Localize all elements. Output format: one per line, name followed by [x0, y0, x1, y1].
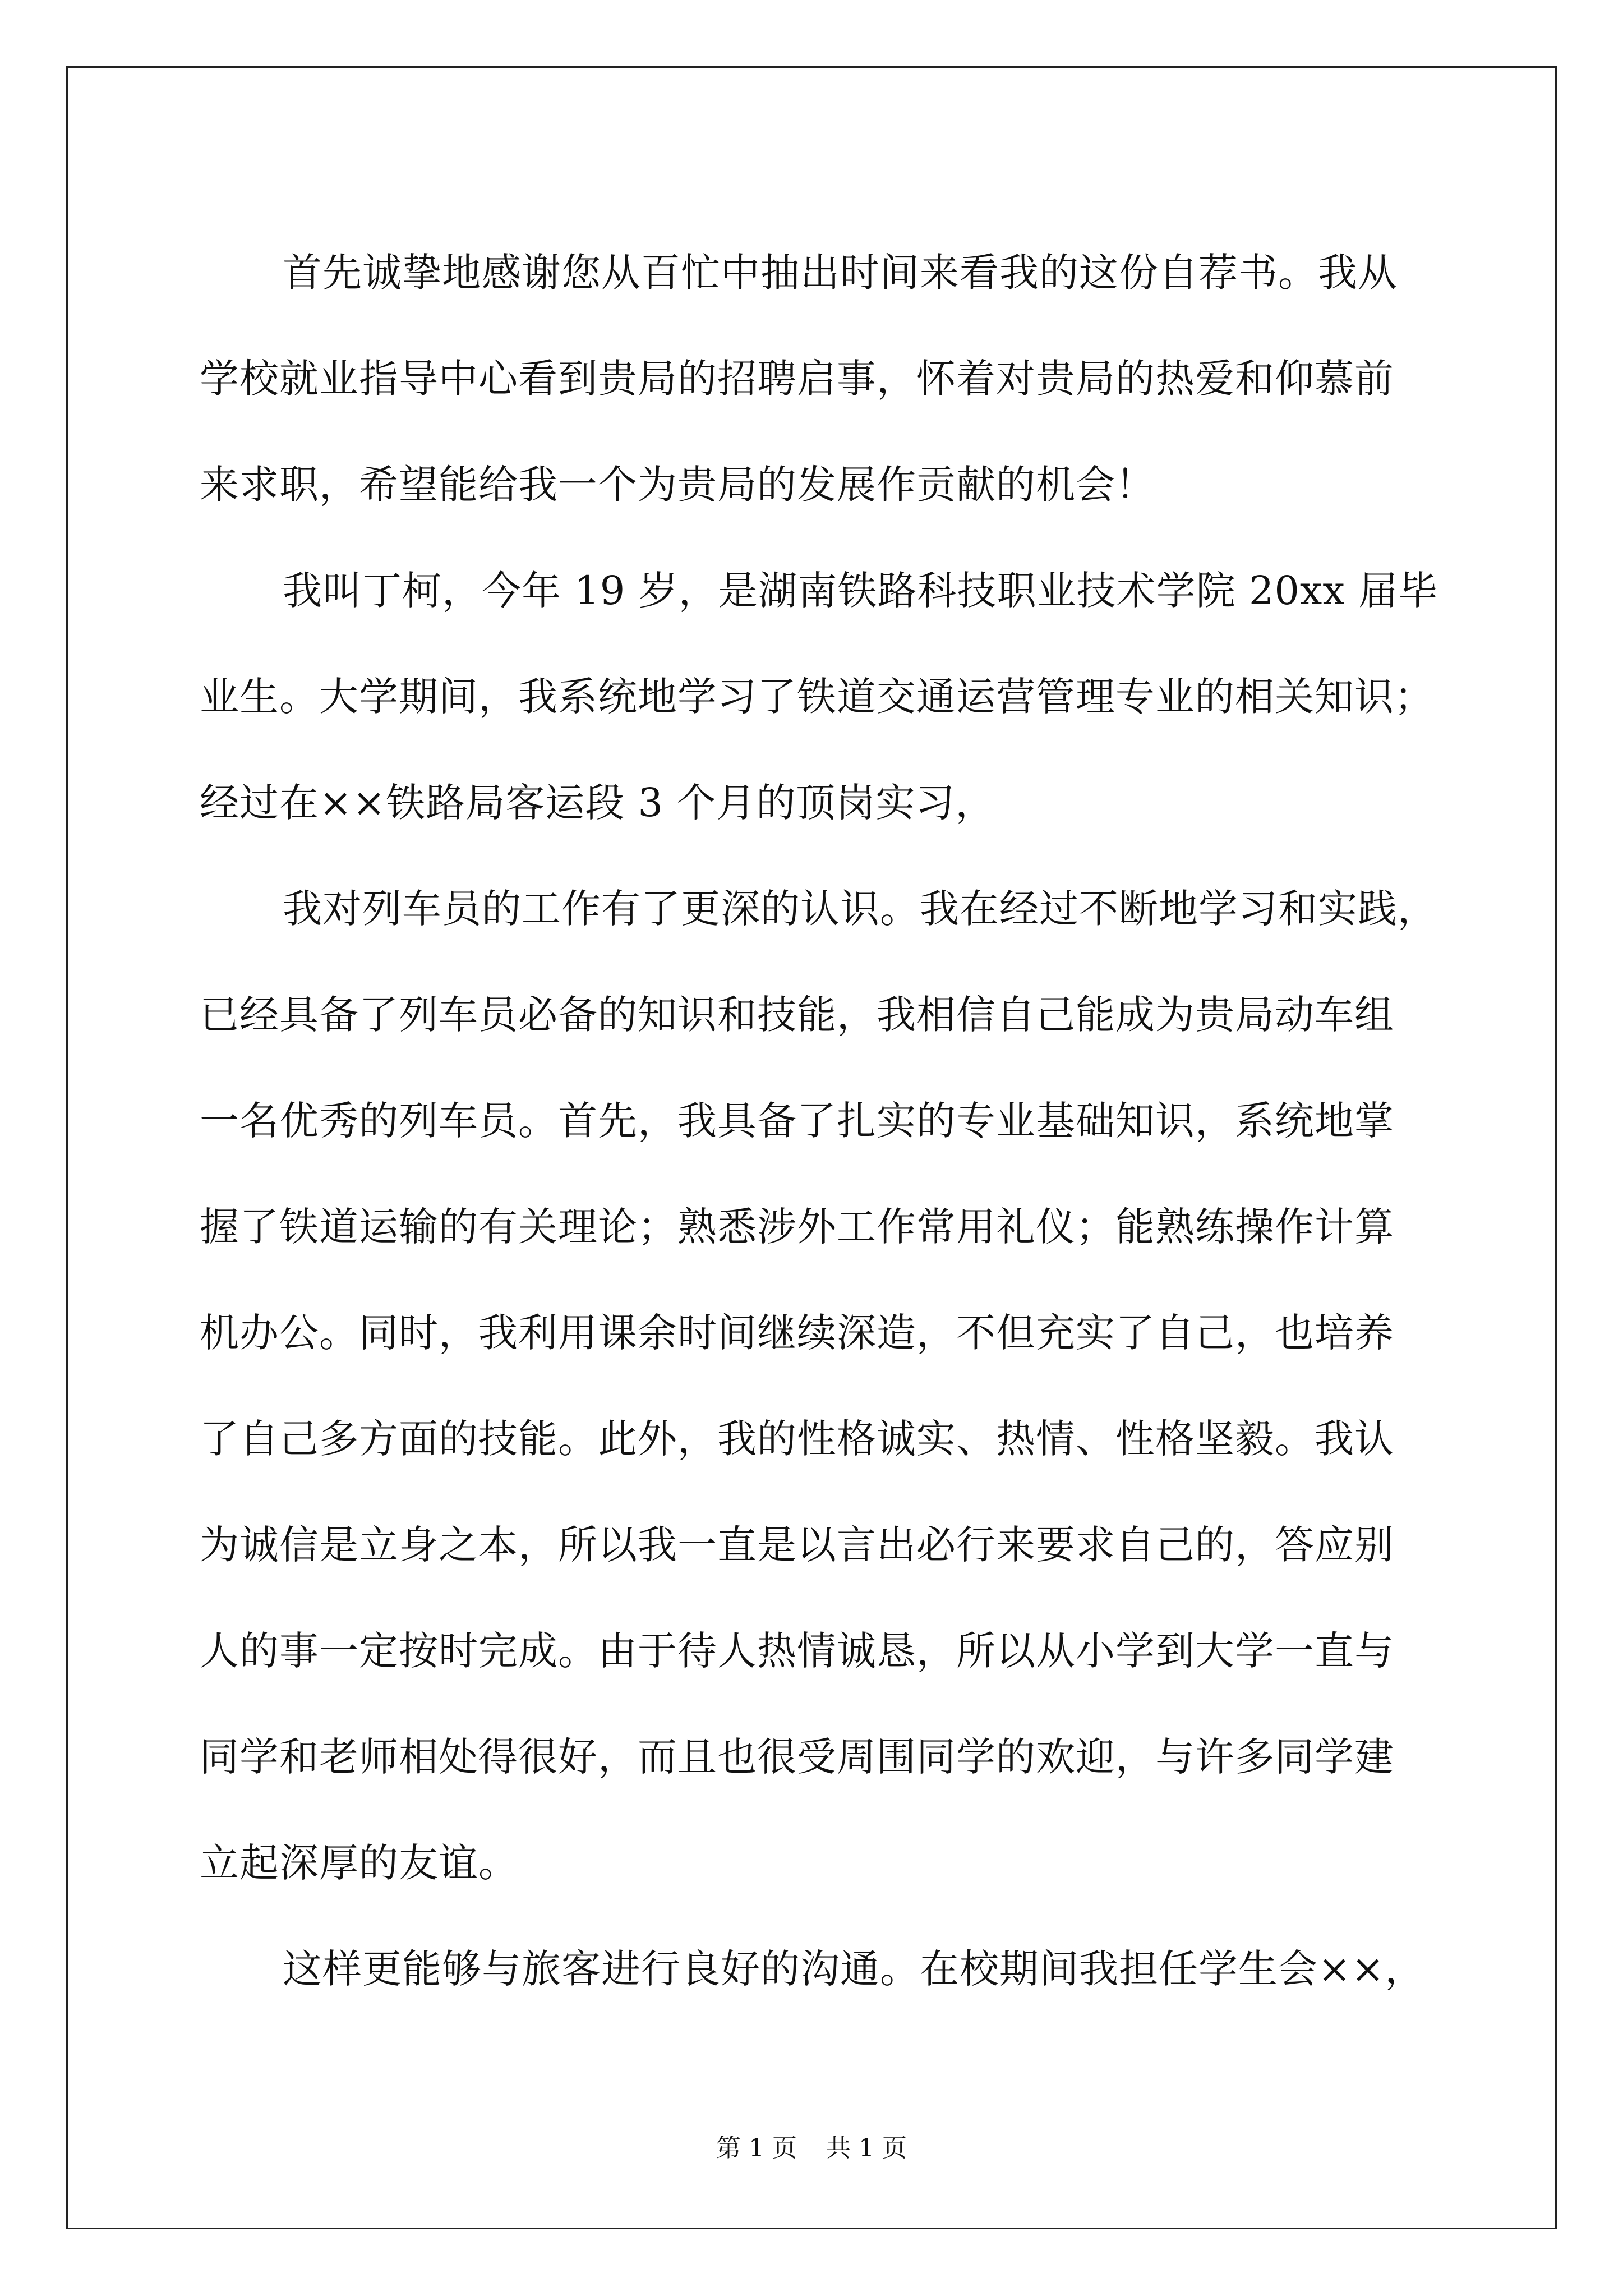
text-line: 已经具备了列车员必备的知识和技能，我相信自己能成为贵局动车组	[200, 992, 1394, 1038]
text-line: 首先诚挚地感谢您从百忙中抽出时间来看我的这份自荐书。我从	[283, 250, 1398, 296]
paragraph-3	[200, 856, 1437, 1916]
page-footer	[0, 2132, 1623, 2165]
text-line: 我对列车员的工作有了更深的认识。我在经过不断地学习和实践，	[283, 886, 1437, 932]
text-line: 人的事一定按时完成。由于待人热情诚恳，所以从小学到大学一直与	[200, 1628, 1394, 1674]
text-line: 机办公。同时，我利用课余时间继续深造，不但充实了自己，也培养	[200, 1310, 1394, 1356]
text-line: 一名优秀的列车员。首先，我具备了扎实的专业基础知识，系统地掌	[200, 1098, 1394, 1144]
text-line: 我叫丁柯，今年 19 岁，是湖南铁路科技职业技术学院 20xx 届毕	[283, 568, 1438, 614]
paragraph-2	[200, 538, 1438, 856]
page-number: 第 1 页	[716, 2134, 797, 2162]
text-line: 学校就业指导中心看到贵局的招聘启事，怀着对贵局的热爱和仰慕前	[200, 356, 1394, 402]
text-line: 为诚信是立身之本，所以我一直是以言出必行来要求自己的，答应别	[200, 1522, 1394, 1568]
text-line: 立起深厚的友谊。	[200, 1840, 518, 1886]
text-line: 业生。大学期间，我系统地学习了铁道交通运营管理专业的相关知识；	[200, 674, 1434, 720]
page-total: 共 1 页	[826, 2134, 907, 2162]
text-line: 这样更能够与旅客进行良好的沟通。在校期间我担任学生会××，	[283, 1946, 1425, 1992]
text-line: 经过在××铁路局客运段 3 个月的顶岗实习，	[200, 780, 995, 826]
text-line: 握了铁道运输的有关理论；熟悉涉外工作常用礼仪；能熟练操作计算	[200, 1204, 1394, 1250]
document-body	[200, 220, 1438, 2022]
text-line: 来求职，希望能给我一个为贵局的发展作贡献的机会！	[200, 462, 1155, 508]
paragraph-4	[200, 1916, 1428, 2022]
text-line: 了自己多方面的技能。此外，我的性格诚实、热情、性格坚毅。我认	[200, 1416, 1394, 1462]
text-line: 同学和老师相处得很好，而且也很受周围同学的欢迎，与许多同学建	[200, 1734, 1394, 1780]
paragraph-1	[200, 220, 1428, 538]
